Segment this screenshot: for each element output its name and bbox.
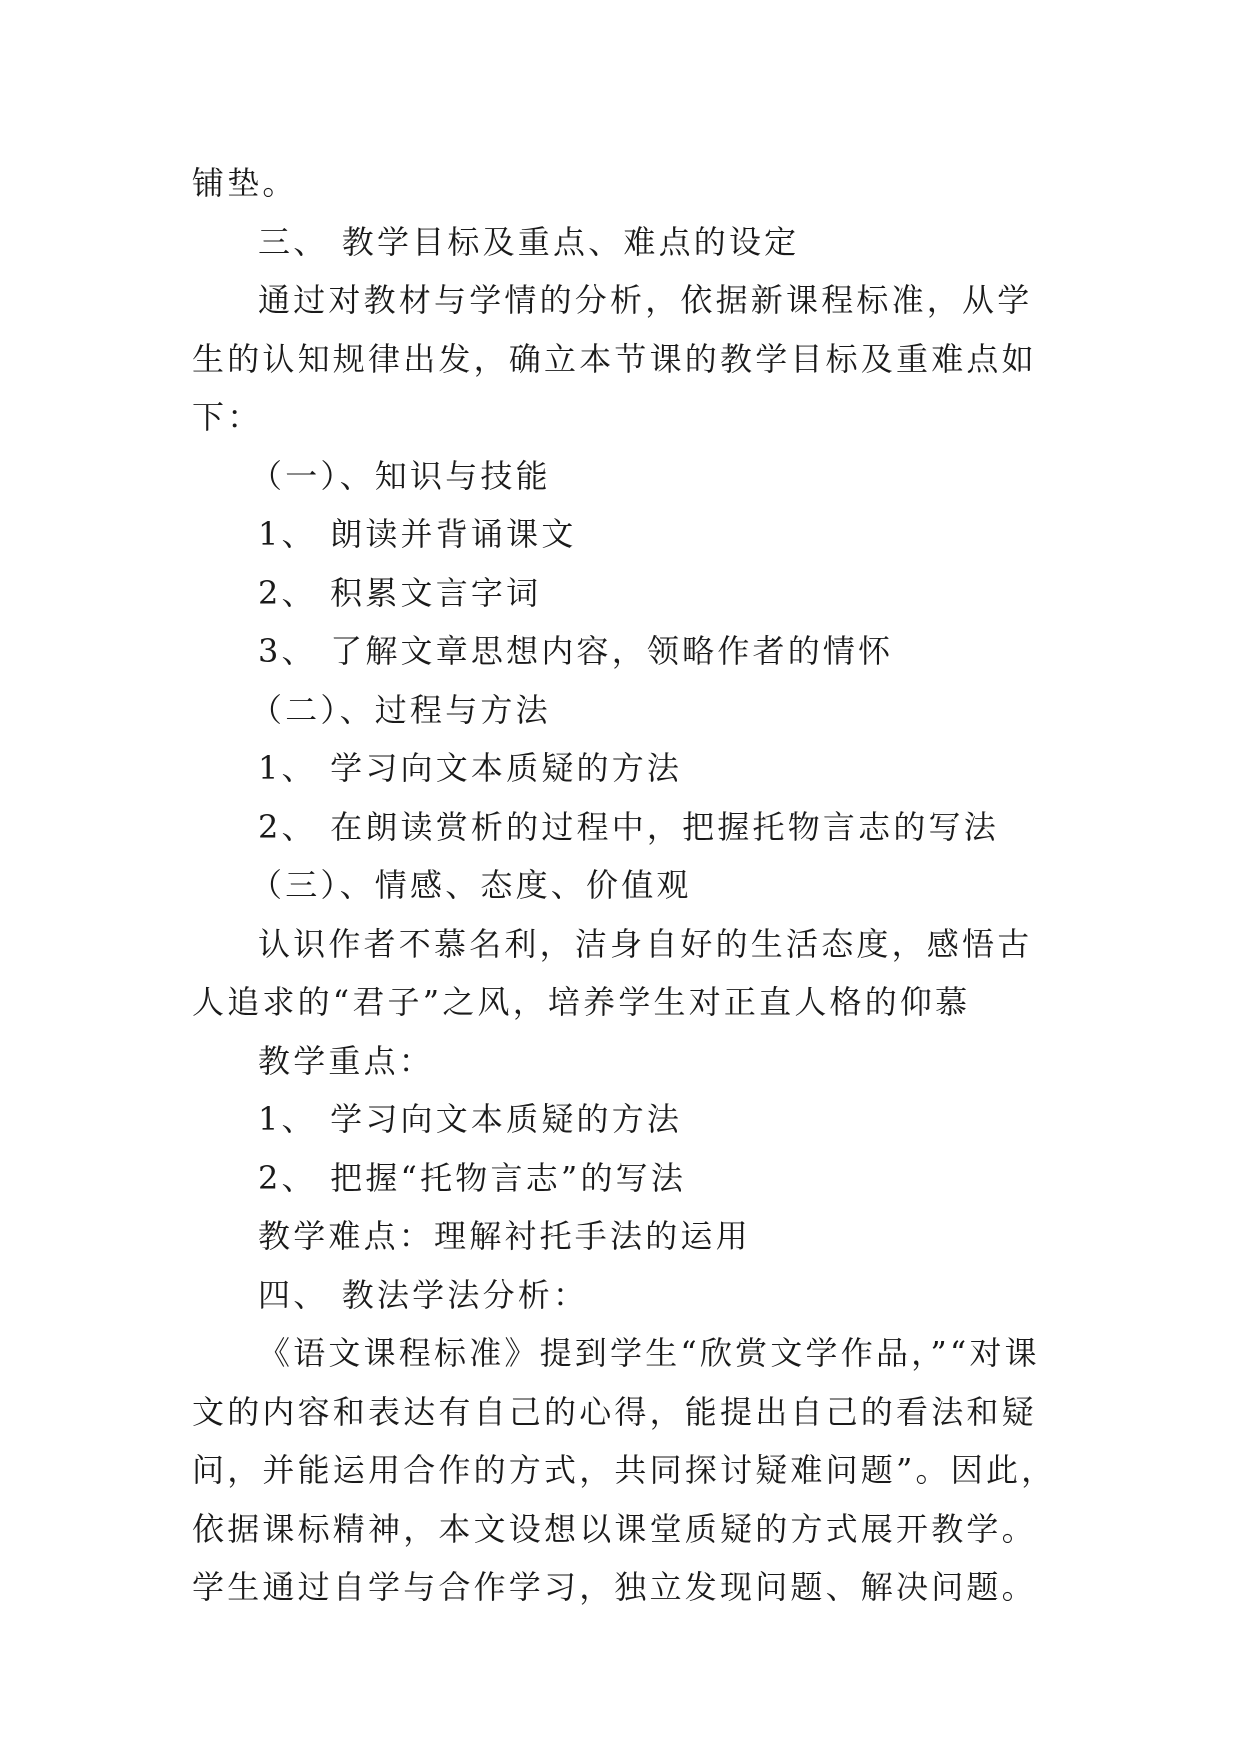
document-body xyxy=(192,154,1058,1617)
list-item: 2、 积累文言字词 xyxy=(258,573,542,612)
subheading-emotion-values: （三）、情感、态度、价值观 xyxy=(250,866,692,904)
subheading-process-methods: （二）、过程与方法 xyxy=(250,690,551,729)
paragraph-methods: 《语文课程标准》提到学生“欣赏文学作品，”“对课文的内容和表达有自己的心得，能提出自己的看法和疑问，并能运用合作的方式，共同探讨疑难问题”。因此，依据课标精神，本文设想以课堂质疑的方式展开教学。学生通过自学与合作学习，独立发现问题、解决问题。 xyxy=(192,1334,1057,1606)
list-item: 1、 学习向文本质疑的方法 xyxy=(258,1100,683,1138)
subheading-knowledge-skills: （一）、知识与技能 xyxy=(250,456,551,495)
paragraph-continuation: 铺垫。 xyxy=(192,164,298,202)
list-item: 2、 把握“托物言志”的写法 xyxy=(258,1158,687,1197)
list-item: 1、 朗读并背诵课文 xyxy=(258,515,577,553)
paragraph-emotion-values: 认识作者不慕名利，洁身自好的生活态度，感悟古人追求的“君子”之风，培养学生对正直人格的仰慕 xyxy=(192,924,1033,1021)
list-item: 2、 在朗读赏析的过程中，把握托物言志的写法 xyxy=(258,807,999,846)
label-key-points: 教学重点： xyxy=(258,1041,435,1080)
list-item: 3、 了解文章思想内容，领略作者的情怀 xyxy=(258,632,894,670)
paragraph-intro: 通过对教材与学情的分析，依据新课程标准，从学生的认知规律出发，确立本节课的教学目标及重难点如下： xyxy=(192,281,1037,436)
section-heading-methods: 四、 教法学法分析： xyxy=(258,1275,589,1314)
label-difficult-points: 教学难点：理解衬托手法的运用 xyxy=(258,1217,751,1255)
section-heading-objectives: 三、 教学目标及重点、难点的设定 xyxy=(258,222,800,261)
list-item: 1、 学习向文本质疑的方法 xyxy=(258,749,683,787)
